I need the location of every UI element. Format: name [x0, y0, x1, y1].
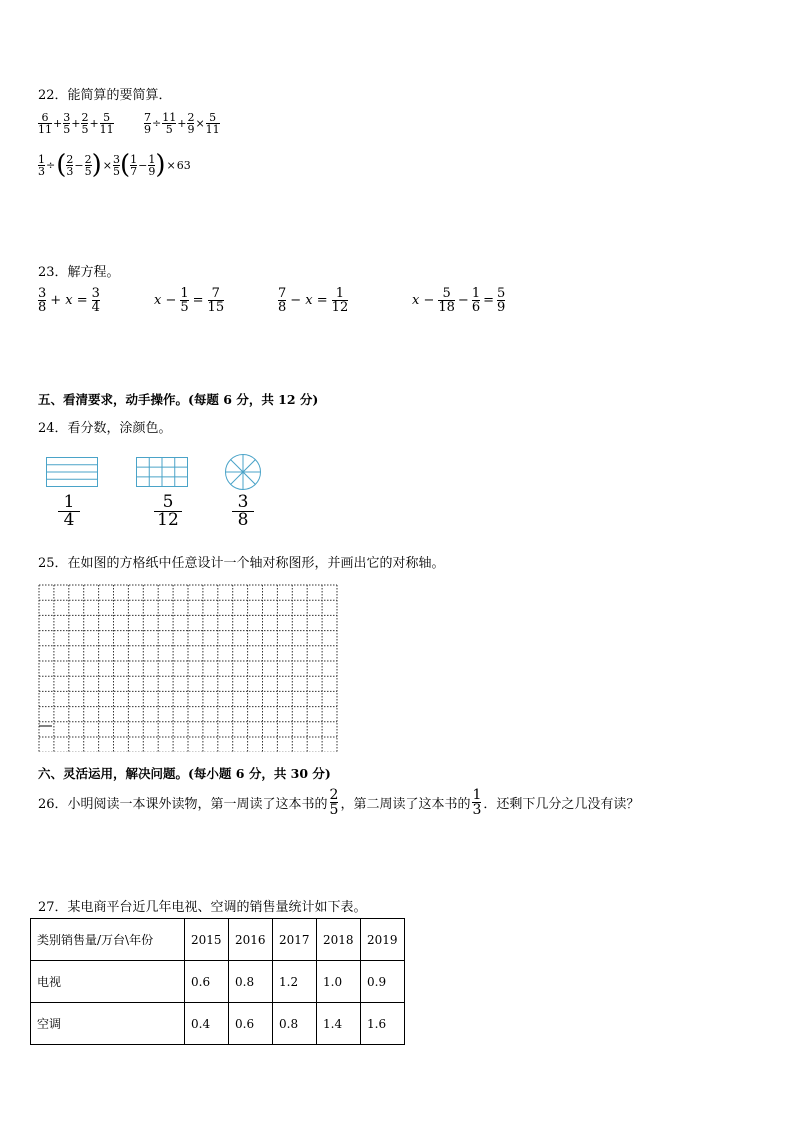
table-cell: 1.2	[273, 961, 317, 1003]
table-cell: 1.6	[361, 1003, 405, 1045]
table-cell: 0.8	[273, 1003, 317, 1045]
table-header-cell: 2017	[273, 919, 317, 961]
q24-title: 24．看分数，涂颜色。	[38, 421, 172, 436]
table-cell: 0.9	[361, 961, 405, 1003]
q22-title: 22．能简算的要简算．	[38, 88, 172, 103]
table-header-row	[31, 919, 405, 961]
q23-equation-3: $\frac{7}{8}$ − x = $\frac{1}{12}$	[278, 286, 349, 315]
q23-title: 23．解方程。	[38, 265, 120, 280]
circle-eighths-shape[interactable]	[224, 453, 262, 491]
q24-fraction-1: 1 4	[58, 494, 80, 529]
q26-fraction-2: $\frac{1}{3}$	[472, 787, 482, 818]
table-row	[31, 961, 405, 1003]
q22-expression-2: $\frac{7}{9}$ ÷ $\frac{11}{5}$ + $\frac{2}{9}$ × $\frac{5}{11}$	[144, 111, 220, 136]
table-header-cell: 类别销售量/万台\年份	[31, 919, 185, 961]
sales-table	[30, 918, 405, 1045]
table-header-cell: 2016	[229, 919, 273, 961]
q23-equation-1: $\frac{3}{8}$ + x = $\frac{3}{4}$	[38, 286, 100, 315]
table-cell: 0.8	[229, 961, 273, 1003]
table-cell: 1.4	[317, 1003, 361, 1045]
q22-expression-1: $\frac{6}{11}$ + $\frac{3}{5}$ + $\frac{2}{5}$ + $\frac{5}{11}$	[38, 111, 114, 136]
table-cell: 1.0	[317, 961, 361, 1003]
section-6-heading: 六、灵活运用，解决问题。(每小题 6 分，共 30 分)	[38, 766, 331, 781]
rectangle-quarters-shape[interactable]	[46, 457, 98, 487]
q26-fraction-1: $\frac{2}{5}$	[329, 787, 339, 818]
table-header-cell: 2019	[361, 919, 405, 961]
table-cell: 空调	[31, 1003, 185, 1045]
rectangle-twelfths-shape[interactable]	[136, 457, 188, 487]
table-cell: 0.4	[185, 1003, 229, 1045]
q27-title: 27．某电商平台近几年电视、空调的销售量统计如下表。	[38, 900, 367, 915]
q24-fraction-3: 3 8	[232, 494, 254, 529]
section-5-heading: 五、看清要求，动手操作。(每题 6 分，共 12 分)	[38, 392, 319, 407]
q26-text: 26．小明阅读一本课外读物，第一周读了这本书的 $\frac{2}{5}$ ，第二周读了这本书的 $\frac{1}{3}$ ．还剩下几分之几没有读？	[38, 787, 640, 818]
grid-paper[interactable]	[38, 584, 338, 752]
table-cell: 0.6	[229, 1003, 273, 1045]
table-row	[31, 1003, 405, 1045]
table-cell: 0.6	[185, 961, 229, 1003]
q25-title: 25．在如图的方格纸中任意设计一个轴对称图形，并画出它的对称轴。	[38, 556, 445, 571]
table-cell: 电视	[31, 961, 185, 1003]
q23-equation-2: x − $\frac{1}{5}$ = $\frac{7}{15}$	[154, 286, 225, 315]
q22-expression-3: $\frac{1}{3}$ ÷ ( $\frac{2}{3}$ − $\frac{2}{5}$ ) × $\frac{3}{5}$ ( $\frac{1}{7}$ − $\frac{1}{9}$ ) × 63	[38, 150, 191, 180]
q24-fraction-2: 5 12	[154, 494, 182, 529]
table-header-cell: 2015	[185, 919, 229, 961]
q23-equation-4: x − $\frac{5}{18}$ − $\frac{1}{6}$ = $\frac{5}{9}$	[412, 286, 506, 315]
table-header-cell: 2018	[317, 919, 361, 961]
